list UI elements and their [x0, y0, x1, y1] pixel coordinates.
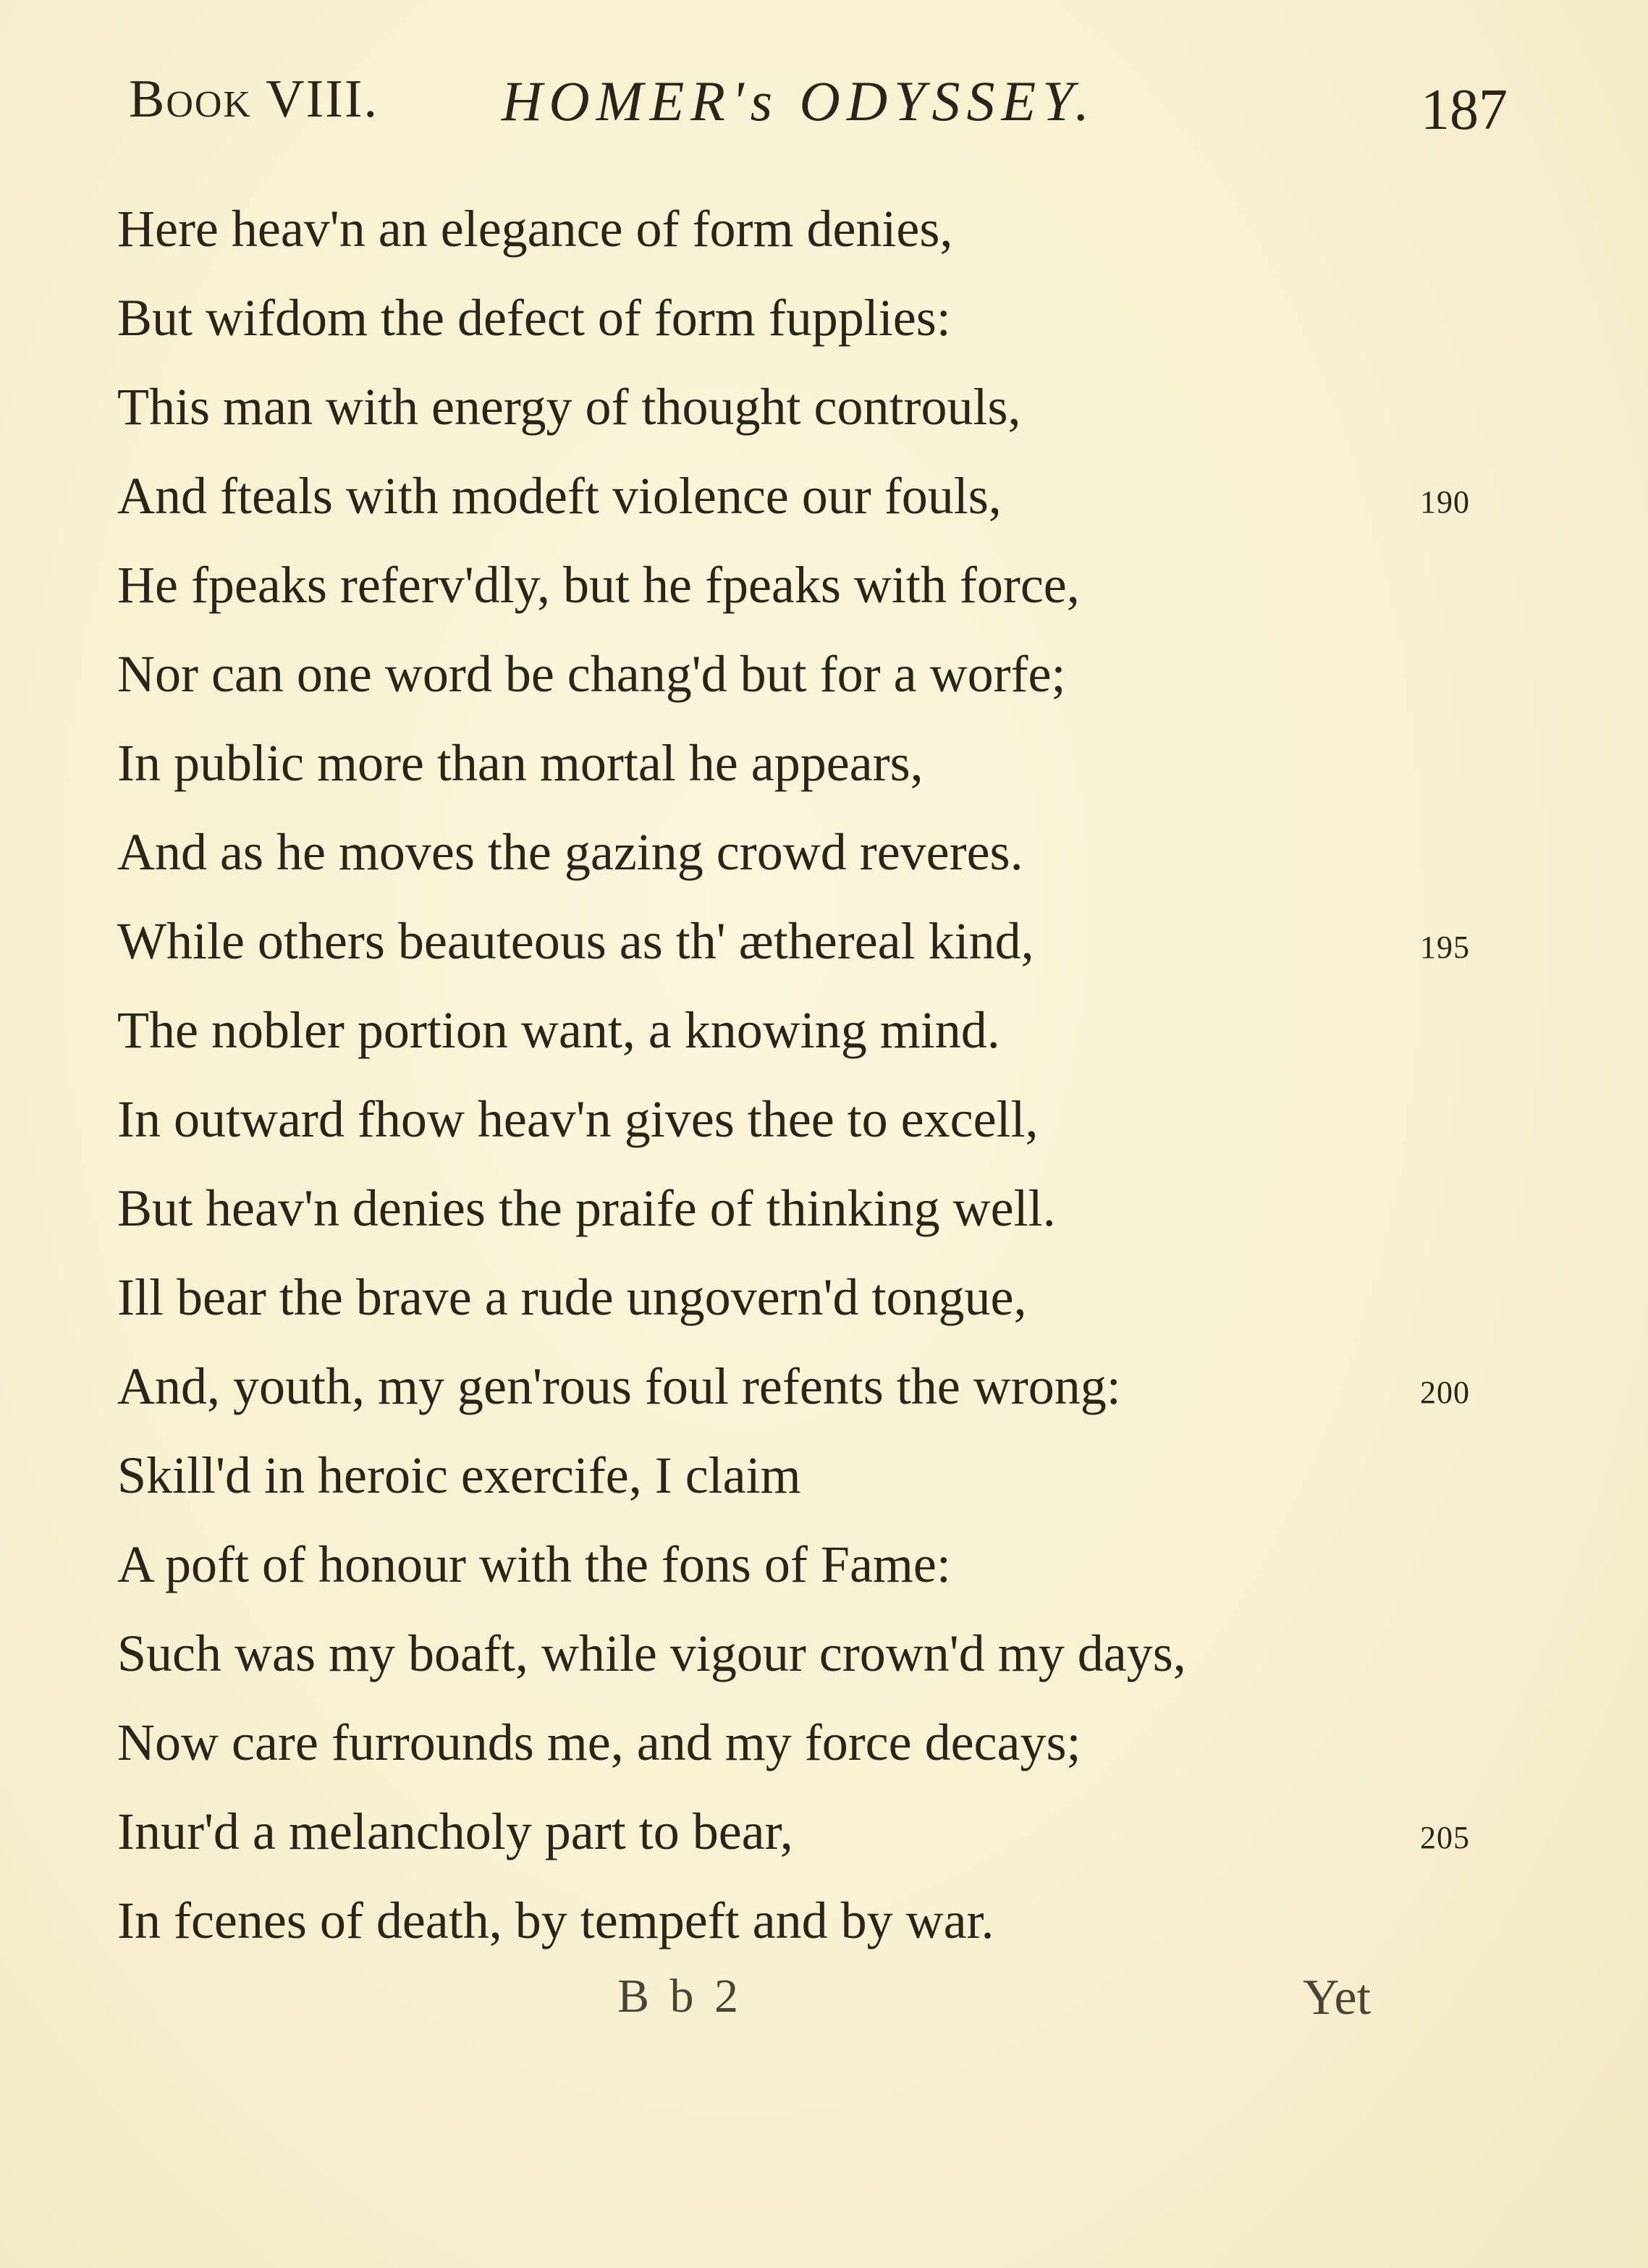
page-number: 187: [1421, 78, 1508, 142]
verse-line-text: Skill'd in heroic exercife, I claim: [117, 1446, 801, 1504]
verse-line-text: But wifdom the defect of form fupplies:: [117, 289, 951, 347]
verse-line-text: This man with energy of thought controuls,: [117, 378, 1021, 436]
verse-line-text: A poft of honour with the fons of Fame:: [117, 1535, 951, 1593]
verse-line: [117, 1787, 1492, 1876]
verse-line-text: In fcenes of death, by tempeft and by war.: [117, 1892, 994, 1949]
verse-line: [117, 719, 1492, 808]
line-number: 195: [1420, 929, 1470, 965]
verse-line: [117, 808, 1492, 897]
line-number: 190: [1420, 484, 1470, 520]
verse-line: [117, 1342, 1492, 1431]
verse-line-text: Ill bear the brave a rude ungovern'd tongue,: [117, 1268, 1027, 1326]
book-label: Book VIII.: [129, 69, 379, 129]
verse-line-text: But heav'n denies the praife of thinking well.: [117, 1179, 1056, 1237]
verse-line-text: In outward fhow heav'n gives thee to excell,: [117, 1090, 1039, 1148]
line-number: 205: [1420, 1820, 1470, 1855]
verse-line-text: Inur'd a melancholy part to bear,: [117, 1803, 793, 1860]
verse-line: [117, 1609, 1492, 1698]
verse-line: [117, 363, 1492, 452]
line-number: 200: [1420, 1375, 1470, 1410]
verse-line-text: Such was my boaft, while vigour crown'd my days,: [117, 1624, 1186, 1682]
verse-line-text: And fteals with modeft violence our fouls,: [117, 467, 1002, 525]
verse-block: [117, 185, 1492, 1965]
running-header: [129, 69, 1518, 148]
verse-line-text: Nor can one word be chang'd but for a worfe;: [117, 645, 1066, 703]
signature-mark: B b 2: [617, 1970, 743, 2023]
verse-line-text: He fpeaks referv'dly, but he fpeaks with force,: [117, 556, 1080, 614]
verse-line-text: While others beauteous as th' æthereal kind,: [117, 912, 1034, 970]
running-title: HOMER's ODYSSEY.: [502, 69, 1096, 132]
page-footer: [0, 1969, 1648, 2049]
verse-line-text: And as he moves the gazing crowd reveres.: [117, 823, 1023, 881]
verse-line: [117, 1164, 1492, 1253]
verse-line: [117, 1075, 1492, 1164]
verse-line: [117, 897, 1492, 986]
verse-line: [117, 452, 1492, 541]
verse-line: [117, 1698, 1492, 1787]
verse-line-text: In public more than mortal he appears,: [117, 734, 924, 792]
verse-line-text: Here heav'n an elegance of form denies,: [117, 200, 953, 258]
verse-line: [117, 986, 1492, 1075]
verse-line-text: Now care furrounds me, and my force decays;: [117, 1713, 1081, 1771]
verse-line: [117, 1520, 1492, 1609]
verse-line-text: And, youth, my gen'rous foul refents the wrong:: [117, 1357, 1121, 1415]
catchword: Yet: [1303, 1970, 1372, 2025]
verse-line: [117, 274, 1492, 363]
verse-line: [117, 185, 1492, 274]
verse-line: [117, 1876, 1492, 1965]
verse-line: [117, 630, 1492, 719]
verse-line: [117, 1431, 1492, 1520]
verse-line: [117, 541, 1492, 630]
verse-line: [117, 1253, 1492, 1342]
verse-line-text: The nobler portion want, a knowing mind.: [117, 1001, 1000, 1059]
